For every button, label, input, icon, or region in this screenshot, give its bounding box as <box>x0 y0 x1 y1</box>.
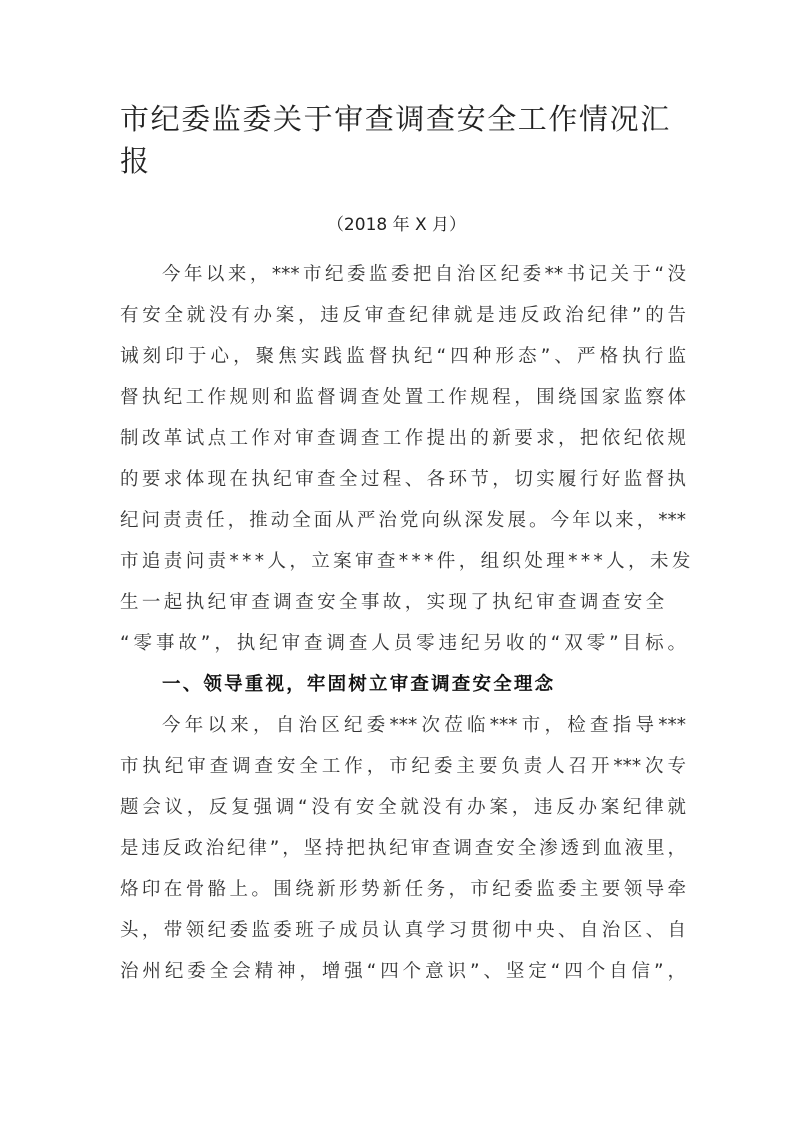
title-line: 报 <box>120 144 151 178</box>
paragraph-line: 今年以来，***市纪委监委把自治区纪委**书记关于“没 <box>162 264 686 285</box>
paragraph-line: 市追责问责***人，立案审查***件，组织处理***人，未发 <box>120 551 694 572</box>
paragraph-line: “零事故”，执纪审查调查人员零违纪另收的“双零”目标。 <box>120 633 686 654</box>
paragraph-line: 头，带领纪委监委班子成员认真学习贯彻中央、自治区、自 <box>120 920 686 941</box>
paragraph-line: 烙印在骨骼上。围绕新形势新任务，市纪委监委主要领导牵 <box>120 879 686 900</box>
document-date: （2018 年 X 月） <box>326 215 467 235</box>
document-body <box>120 262 694 1000</box>
paragraph-line: 生一起执纪审查调查安全事故，实现了执纪审查调查安全 <box>120 592 668 613</box>
paragraph-line: 今年以来，自治区纪委***次莅临***市，检查指导*** <box>162 715 686 736</box>
paragraph-line: 督执纪工作规则和监督调查处置工作规程，围绕国家监察体 <box>120 387 686 408</box>
paragraph-line: 题会议，反复强调“没有安全就没有办案，违反办案纪律就 <box>120 797 686 818</box>
section-heading: 一、领导重视，牢固树立审查调查安全理念 <box>162 674 556 695</box>
title-line: 市纪委监委关于审查调查安全工作情况汇 <box>120 102 671 136</box>
paragraph-line: 是违反政治纪律”，坚持把执纪审查调查安全渗透到血液里， <box>120 838 686 859</box>
paragraph-line: 的要求体现在执纪审查全过程、各环节，切实履行好监督执 <box>120 469 686 490</box>
paragraph-line: 有安全就没有办案，违反审查纪律就是违反政治纪律”的告 <box>120 305 686 326</box>
document-title <box>120 98 680 182</box>
paragraph-line: 纪问责责任，推动全面从严治党向纵深发展。今年以来，*** <box>120 510 686 531</box>
paragraph-line: 治州纪委全会精神，增强“四个意识”、坚定“四个自信”， <box>120 961 686 982</box>
paragraph-line: 市执纪审查调查安全工作，市纪委主要负责人召开***次专 <box>120 756 686 777</box>
paragraph-line: 制改革试点工作对审查调查工作提出的新要求，把依纪依规 <box>120 428 686 449</box>
paragraph-line: 诫刻印于心，聚焦实践监督执纪“四种形态”、严格执行监 <box>120 346 686 367</box>
